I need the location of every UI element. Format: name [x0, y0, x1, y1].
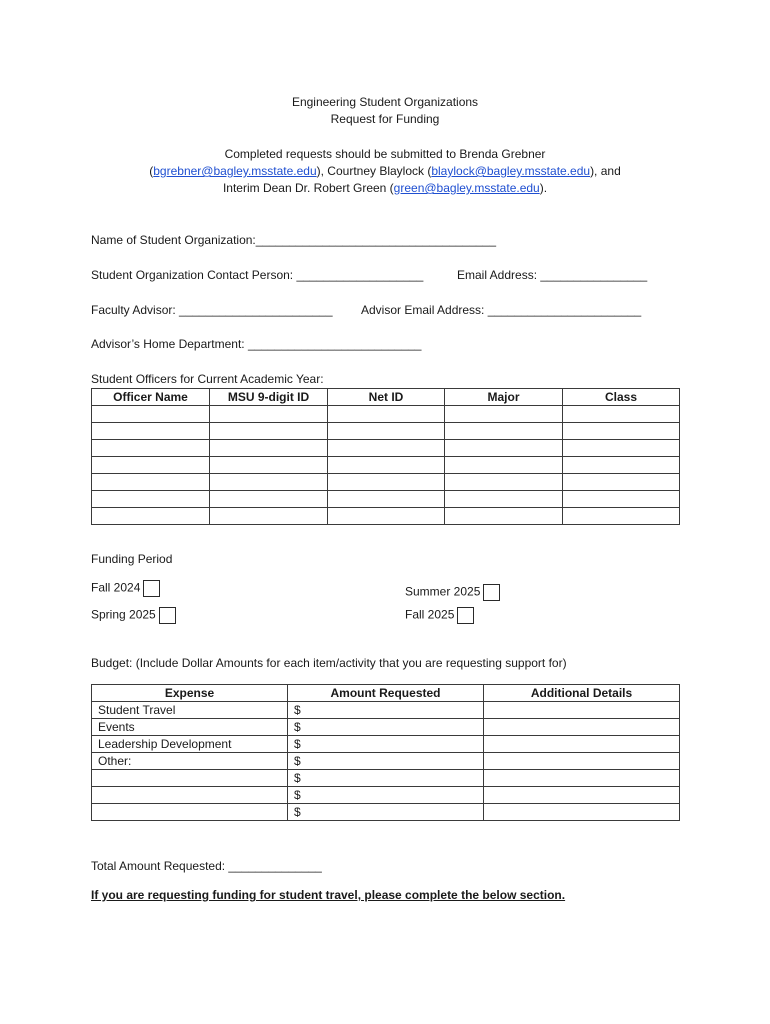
- total-amount-field[interactable]: Total Amount Requested: ______________: [91, 859, 322, 873]
- officers-header-row: [92, 389, 680, 406]
- budget-cell[interactable]: $: [288, 719, 484, 736]
- email-link-green[interactable]: green@bagley.msstate.edu: [393, 181, 540, 195]
- officers-cell[interactable]: [328, 440, 445, 457]
- summer-2025-option[interactable]: Summer 2025: [405, 584, 500, 601]
- budget-cell[interactable]: $: [288, 702, 484, 719]
- budget-cell[interactable]: Other:: [92, 753, 288, 770]
- officers-header-2: Net ID: [328, 389, 445, 406]
- officers-cell[interactable]: [445, 440, 563, 457]
- budget-cell[interactable]: [484, 787, 680, 804]
- budget-caption: Budget: (Include Dollar Amounts for each item/activity that you are requesting support for): [91, 656, 567, 670]
- budget-cell[interactable]: Leadership Development: [92, 736, 288, 753]
- table-row: [92, 804, 680, 821]
- officers-cell[interactable]: [92, 423, 210, 440]
- budget-cell[interactable]: [484, 804, 680, 821]
- budget-cell[interactable]: $: [288, 753, 484, 770]
- budget-cell[interactable]: [484, 736, 680, 753]
- budget-cell[interactable]: [484, 719, 680, 736]
- officers-cell[interactable]: [563, 508, 680, 525]
- budget-cell[interactable]: $: [288, 736, 484, 753]
- officers-cell[interactable]: [563, 491, 680, 508]
- officers-header-4: Class: [563, 389, 680, 406]
- officers-cell[interactable]: [445, 474, 563, 491]
- budget-cell[interactable]: [92, 787, 288, 804]
- budget-cell[interactable]: Student Travel: [92, 702, 288, 719]
- submission-instructions: Completed requests should be submitted to Brenda Grebner: [224, 147, 546, 161]
- email-link-blaylock[interactable]: blaylock@bagley.msstate.edu: [431, 164, 591, 178]
- budget-cell[interactable]: [92, 804, 288, 821]
- table-row: [92, 736, 680, 753]
- budget-header-0: Expense: [92, 685, 288, 702]
- table-row: [92, 702, 680, 719]
- table-row: [92, 406, 680, 423]
- officers-header-1: MSU 9-digit ID: [210, 389, 328, 406]
- officers-cell[interactable]: [328, 423, 445, 440]
- org-name-field[interactable]: Name of Student Organization:____________________________________: [91, 233, 497, 247]
- officers-cell[interactable]: [92, 406, 210, 423]
- officers-header-0: Officer Name: [92, 389, 210, 406]
- officers-cell[interactable]: [445, 457, 563, 474]
- email-link-grebner[interactable]: bgrebner@bagley.msstate.edu: [153, 164, 317, 178]
- faculty-advisor-field[interactable]: Faculty Advisor: _______________________: [91, 303, 333, 317]
- table-row: [92, 440, 680, 457]
- officers-cell[interactable]: [445, 508, 563, 525]
- budget-cell[interactable]: [92, 770, 288, 787]
- officers-cell[interactable]: [563, 406, 680, 423]
- officers-cell[interactable]: [92, 491, 210, 508]
- funding-period-label: Funding Period: [91, 552, 173, 566]
- officers-cell[interactable]: [210, 406, 328, 423]
- spring-2025-checkbox[interactable]: [159, 607, 176, 624]
- officers-cell[interactable]: [445, 406, 563, 423]
- officers-cell[interactable]: [328, 474, 445, 491]
- fall-2025-checkbox[interactable]: [457, 607, 474, 624]
- table-row: [92, 753, 680, 770]
- officers-cell[interactable]: [210, 423, 328, 440]
- budget-cell[interactable]: $: [288, 770, 484, 787]
- fall-2024-option[interactable]: Fall 2024: [91, 580, 160, 597]
- contact-email-field[interactable]: Email Address: ________________: [457, 268, 648, 282]
- form-subtitle: Request for Funding: [330, 112, 440, 126]
- officers-cell[interactable]: [210, 474, 328, 491]
- budget-cell[interactable]: [484, 753, 680, 770]
- home-department-field[interactable]: Advisor’s Home Department: __________________________: [91, 337, 422, 351]
- officers-cell[interactable]: [210, 440, 328, 457]
- contact-person-field[interactable]: Student Organization Contact Person: ___________________: [91, 268, 424, 282]
- budget-header-1: Amount Requested: [288, 685, 484, 702]
- budget-cell[interactable]: [484, 770, 680, 787]
- advisor-email-field[interactable]: Advisor Email Address: _______________________: [361, 303, 642, 317]
- officers-table: [91, 388, 680, 525]
- table-row: [92, 508, 680, 525]
- officers-cell[interactable]: [328, 491, 445, 508]
- budget-header-2: Additional Details: [484, 685, 680, 702]
- travel-notice: If you are requesting funding for student travel, please complete the below section.: [91, 888, 566, 902]
- submission-contacts: (bgrebner@bagley.msstate.edu), Courtney Blaylock (blaylock@bagley.msstate.edu), and: [149, 164, 621, 178]
- officers-cell[interactable]: [92, 474, 210, 491]
- officers-cell[interactable]: [563, 457, 680, 474]
- officers-cell[interactable]: [210, 508, 328, 525]
- officers-cell[interactable]: [445, 491, 563, 508]
- table-row: [92, 719, 680, 736]
- officers-cell[interactable]: [328, 508, 445, 525]
- table-row: [92, 491, 680, 508]
- officers-cell[interactable]: [210, 491, 328, 508]
- form-title: Engineering Student Organizations: [291, 95, 479, 109]
- submission-dean: Interim Dean Dr. Robert Green (green@bagley.msstate.edu).: [222, 181, 548, 195]
- spring-2025-option[interactable]: Spring 2025: [91, 607, 176, 624]
- budget-cell[interactable]: $: [288, 787, 484, 804]
- budget-table: [91, 684, 680, 821]
- officers-cell[interactable]: [563, 440, 680, 457]
- budget-header-row: [92, 685, 680, 702]
- budget-cell[interactable]: Events: [92, 719, 288, 736]
- officers-cell[interactable]: [563, 474, 680, 491]
- officers-cell[interactable]: [92, 457, 210, 474]
- summer-2025-checkbox[interactable]: [483, 584, 500, 601]
- officers-cell[interactable]: [328, 457, 445, 474]
- table-row: [92, 770, 680, 787]
- table-row: [92, 423, 680, 440]
- table-row: [92, 474, 680, 491]
- table-row: [92, 457, 680, 474]
- officers-cell[interactable]: [328, 406, 445, 423]
- officers-cell[interactable]: [563, 423, 680, 440]
- officers-cell[interactable]: [92, 440, 210, 457]
- fall-2025-option[interactable]: Fall 2025: [405, 607, 474, 624]
- officers-cell[interactable]: [445, 423, 563, 440]
- fall-2024-checkbox[interactable]: [143, 580, 160, 597]
- officers-cell[interactable]: [210, 457, 328, 474]
- officers-caption: Student Officers for Current Academic Year:: [91, 372, 324, 386]
- budget-cell[interactable]: $: [288, 804, 484, 821]
- officers-cell[interactable]: [92, 508, 210, 525]
- table-row: [92, 787, 680, 804]
- officers-header-3: Major: [445, 389, 563, 406]
- budget-cell[interactable]: [484, 702, 680, 719]
